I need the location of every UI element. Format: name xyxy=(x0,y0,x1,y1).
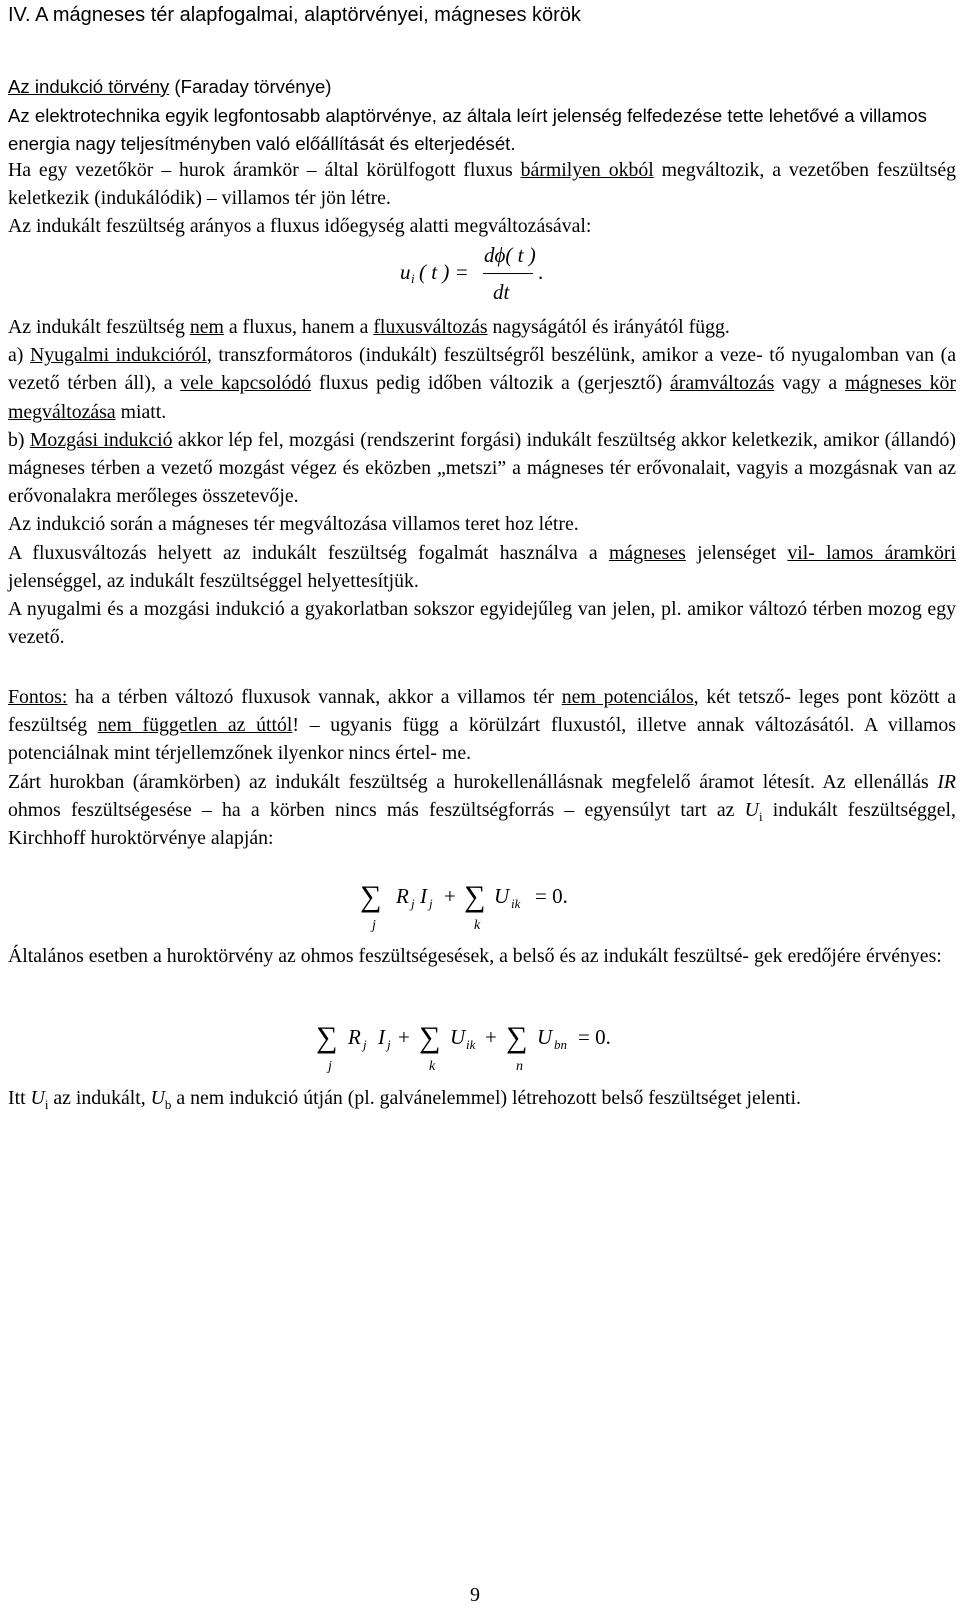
formula-numerator: dϕ( t ) xyxy=(484,243,536,267)
sum-symbol: ∑ xyxy=(316,1021,338,1054)
paragraph-definitions xyxy=(8,1084,956,1112)
page-number: 9 xyxy=(470,1584,480,1606)
sum-index-k: k xyxy=(474,918,481,933)
symbol-R: R xyxy=(348,1025,361,1049)
sum-symbol: ∑ xyxy=(419,1021,441,1054)
important-block xyxy=(8,683,956,852)
underlined-text: Mozgási indukció xyxy=(29,428,173,451)
paragraph-depends xyxy=(8,313,956,341)
italic-text: U xyxy=(744,798,759,821)
faraday-formula xyxy=(400,240,560,310)
underlined-text: mágneses kör megváltozása xyxy=(8,372,956,423)
text: ha a térben változó fluxusok vannak, akkor a villamos tér xyxy=(67,686,562,708)
text: nagyságától és irányától függ. xyxy=(487,316,730,338)
symbol-U: U xyxy=(537,1025,553,1049)
definitions-block xyxy=(8,1084,956,1112)
underlined-text: vil- lamos áramköri xyxy=(787,541,956,564)
underlined-text: áramváltozás xyxy=(669,372,775,395)
text: jelenséget xyxy=(685,541,788,564)
sub-j: j xyxy=(387,1037,391,1052)
plus-sign: + xyxy=(444,884,456,908)
text: b) xyxy=(8,428,30,451)
sum-index-j: j xyxy=(372,918,376,933)
underlined-text: Fontos: xyxy=(8,686,68,708)
underlined-text: bármilyen okból xyxy=(520,159,654,181)
underlined-text: nem független az úttól xyxy=(97,714,293,737)
paragraph-important xyxy=(8,683,956,768)
sum-symbol: ∑ xyxy=(464,880,486,913)
general-loop-formula xyxy=(316,1021,646,1081)
equals-zero: = 0. xyxy=(535,884,568,908)
flux-paragraph xyxy=(8,156,956,212)
plus-sign: + xyxy=(485,1025,497,1049)
section-title-underlined: Az indukció törvény xyxy=(8,76,170,97)
sub-bn: bn xyxy=(554,1037,567,1052)
italic-text: IR xyxy=(937,770,956,793)
text: ohmos feszültségesése – ha a körben nincs más feszültségforrás – egyensúlyt tart az xyxy=(8,798,745,821)
italic-text: U xyxy=(30,1087,45,1109)
fraction-bar xyxy=(483,273,533,274)
subscript: i xyxy=(758,808,763,824)
symbol-U: U xyxy=(450,1025,466,1049)
formula-denominator: dt xyxy=(493,280,510,304)
formula-sub-i: i xyxy=(411,271,415,286)
section-title-rest: (Faraday törvénye) xyxy=(169,76,332,97)
sub-j: j xyxy=(363,1037,367,1052)
subscript: i xyxy=(44,1096,49,1112)
text: Zárt hurokban (áramkörben) az indukált feszültség a hurokellenállásnak megfelelő áramot létesít. Az ellenállás xyxy=(8,770,938,793)
sub-j: j xyxy=(429,896,433,911)
sub-ik: ik xyxy=(511,896,521,911)
text: megváltozik, a vezetőben feszültség keletkezik (indukálódik) – villamos tér jön létre. xyxy=(8,159,956,210)
paragraph-general-case: Általános esetben a huroktörvény az ohmos feszültségesések, a belső és az indukált feszültsé- gek eredőjére érvényes: xyxy=(8,945,942,967)
sub-j: j xyxy=(411,896,415,911)
text: , két tetsző- leges pont között a feszültség xyxy=(8,686,956,737)
section-title xyxy=(8,73,956,102)
general-case-block xyxy=(8,942,956,970)
formula-t-paren: ( t ) = xyxy=(419,260,469,284)
italic-text: U xyxy=(150,1087,165,1109)
symbol-I: I xyxy=(420,884,427,908)
underlined-text: fluxusváltozás xyxy=(373,316,488,338)
formula-dot: . xyxy=(538,260,544,284)
text: indukált feszültséggel, Kirchhoff huroktörvénye alapján: xyxy=(8,798,956,850)
text: a fluxus, hanem a xyxy=(223,316,374,338)
chapter-heading: IV. A mágneses tér alapfogalmai, alaptörvényei, mágneses körök xyxy=(8,4,581,26)
symbol-U: U xyxy=(494,884,510,908)
intro-paragraph: Az elektrotechnika egyik legfontosabb alaptörvénye, az általa leírt jelenség felfedezése tette lehetővé a villamos energia nagy teljesítményben való előállítását és elterjedését. xyxy=(8,104,927,155)
sum-symbol: ∑ xyxy=(360,880,382,913)
induction-types-block xyxy=(8,313,956,651)
underlined-text: nem potenciálos xyxy=(561,686,694,708)
symbol-I: I xyxy=(378,1025,385,1049)
text: az indukált, xyxy=(48,1087,151,1109)
sum-index-n: n xyxy=(516,1059,523,1074)
text: fluxus pedig időben változik a (gerjesztő) xyxy=(311,372,670,395)
text: akkor lép fel, mozgási (rendszerint forgási) indukált feszültség akkor keletkezik, amikor (állandó) mágneses térben a vezető mozgást végez és eközben „metszi” a mágneses tér erővonalait, vagyis a mozgásnak van az erővonalakra merőleges összetevője. xyxy=(8,428,956,508)
text: a nem indukció útján (pl. galvánelemmel) létrehozott belső feszültséget jelenti. xyxy=(171,1087,801,1109)
paragraph-closed-loop xyxy=(8,768,956,853)
intro-block xyxy=(8,73,956,159)
paragraph-field-change: Az indukció során a mágneses tér megváltozása villamos teret hoz létre. xyxy=(8,513,579,536)
sum-index-j: j xyxy=(328,1059,332,1074)
subscript: b xyxy=(164,1096,172,1112)
flux-block xyxy=(8,156,956,241)
equals-zero: = 0. xyxy=(578,1025,611,1049)
paragraph-motional-induction xyxy=(8,426,956,511)
sub-ik: ik xyxy=(466,1037,476,1052)
underlined-text: nem xyxy=(189,316,224,338)
paragraph-voltage-concept xyxy=(8,539,956,595)
text: Itt xyxy=(8,1087,31,1109)
sum-symbol: ∑ xyxy=(506,1021,528,1054)
symbol-R: R xyxy=(396,884,409,908)
text: Az indukált feszültség xyxy=(8,316,190,338)
text: a) xyxy=(8,344,30,367)
underlined-text: Nyugalmi indukcióról xyxy=(29,344,207,367)
plus-sign: + xyxy=(398,1025,410,1049)
underlined-text: vele kapcsolódó xyxy=(180,372,312,395)
proportional-paragraph: Az indukált feszültség arányos a fluxus időegység alatti megváltozásával: xyxy=(8,215,592,238)
text: , transzformátoros (indukált) feszültségről beszélünk, amikor a veze- tő nyugalomban van (a vezető térben áll), a xyxy=(8,344,956,395)
text: ! – ugyanis függ a körülzárt fluxustól, illetve annak változásától. A villamos potenciálnak mint térjellemzőnek ilyenkor nincs értel- me. xyxy=(8,714,956,765)
text: vagy a xyxy=(774,372,845,395)
sum-index-k: k xyxy=(429,1059,436,1074)
text: miatt. xyxy=(115,400,167,423)
kirchhoff-formula xyxy=(360,880,620,940)
paragraph-simultaneous: A nyugalmi és a mozgási indukció a gyakorlatban sokszor egyidejűleg van jelen, pl. amikor változó térben mozog egy vezető. xyxy=(8,598,956,649)
underlined-text: mágneses xyxy=(608,541,686,564)
formula-u: u xyxy=(400,260,411,284)
text: jelenséggel, az indukált feszültséggel helyettesítjük. xyxy=(8,569,419,592)
paragraph-static-induction xyxy=(8,341,956,426)
text: Ha egy vezetőkör – hurok áramkör – által körülfogott fluxus xyxy=(8,159,521,181)
text: A fluxusváltozás helyett az indukált feszültség fogalmát használva a xyxy=(8,541,609,564)
